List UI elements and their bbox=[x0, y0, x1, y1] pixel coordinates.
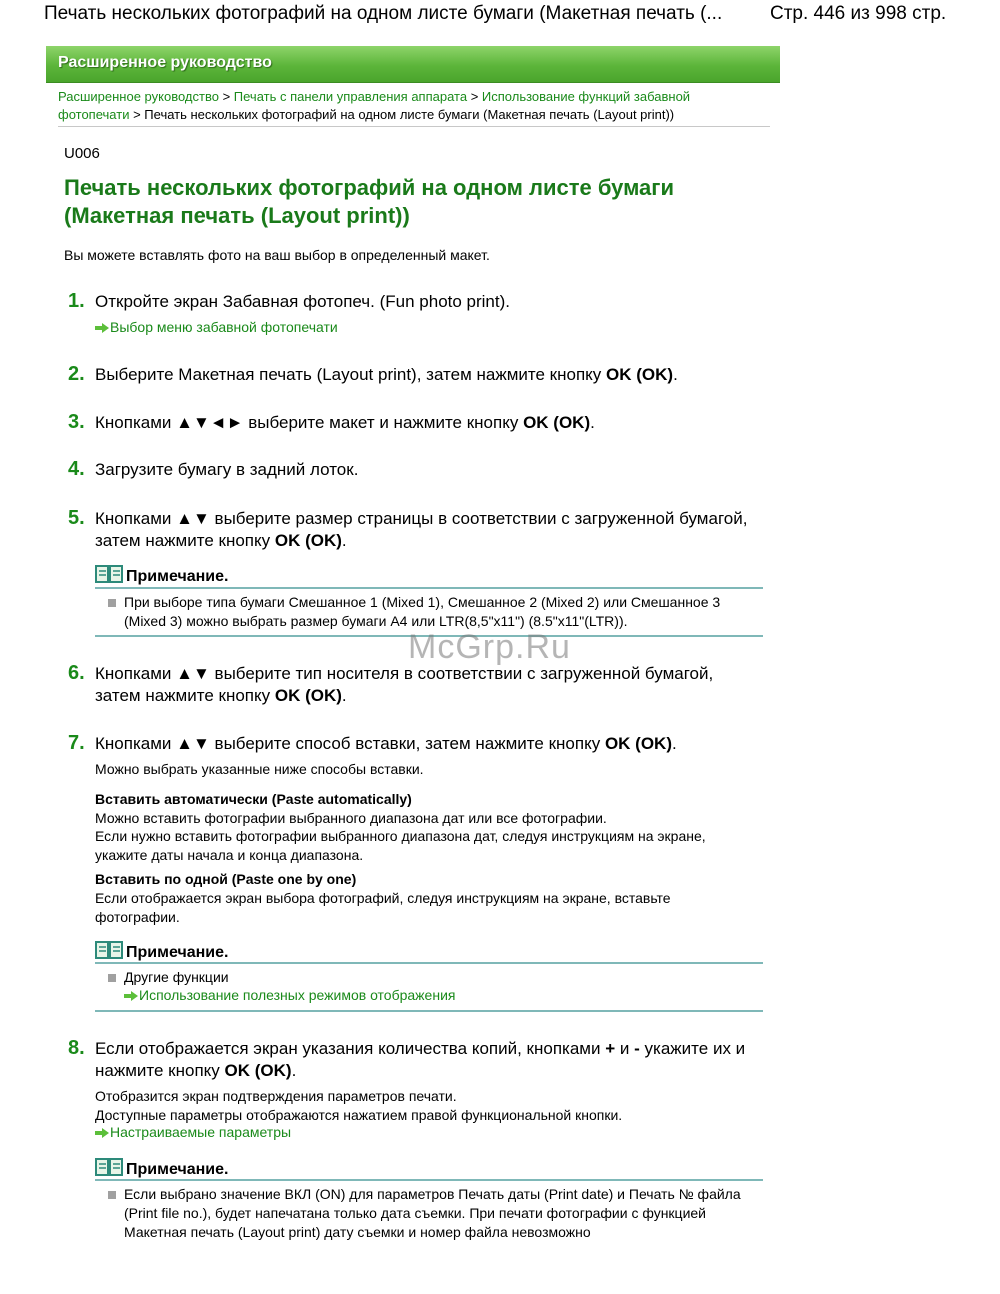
note-heading bbox=[95, 1157, 228, 1179]
arrow-right-icon bbox=[95, 1128, 109, 1138]
step-text bbox=[95, 412, 755, 434]
note-text: Другие функции bbox=[124, 969, 229, 985]
minus-icon: - bbox=[634, 1039, 640, 1058]
breadcrumb-link-printing-from-panel[interactable]: Печать с панели управления аппарата bbox=[233, 89, 468, 104]
step-text: Загрузите бумагу в задний лоток. bbox=[95, 460, 359, 479]
punct: . bbox=[671, 734, 677, 753]
note-rule bbox=[95, 587, 763, 589]
paste-auto-text: Можно вставить фотографии выбранного диапазона дат или все фотографии. bbox=[95, 810, 607, 826]
page-counter: Стр. 446 из 998 стр. bbox=[770, 3, 947, 24]
paste-auto-heading: Вставить автоматически (Paste automatically) bbox=[95, 791, 412, 807]
step-label: и bbox=[619, 1039, 630, 1058]
breadcrumb-separator: > bbox=[222, 89, 231, 104]
step-number: 8. bbox=[68, 1037, 85, 1059]
divider bbox=[58, 126, 770, 127]
punct: . bbox=[341, 686, 347, 705]
paste-one-heading: Вставить по одной (Paste one by one) bbox=[95, 871, 357, 887]
step-label: выберите размер страницы в соответствии с загруженной бумагой, затем нажмите кнопку bbox=[95, 509, 748, 550]
book-icon bbox=[95, 940, 123, 960]
note-rule bbox=[95, 1179, 763, 1181]
step-number: 3. bbox=[68, 411, 85, 433]
banner-title: Расширенное руководство bbox=[58, 54, 272, 71]
step-number: 1. bbox=[68, 290, 85, 312]
breadcrumb-link-advanced-guide[interactable]: Расширенное руководство bbox=[58, 89, 219, 104]
page-title: Печать нескольких фотографий на одном листе бумаги (Макетная печать (... bbox=[44, 3, 723, 24]
step-text bbox=[95, 364, 755, 386]
breadcrumb-separator: > bbox=[133, 107, 141, 122]
note-heading-label: Примечание. bbox=[126, 944, 229, 961]
step-text bbox=[95, 508, 755, 552]
punct: . bbox=[341, 531, 347, 550]
step-number: 2. bbox=[68, 363, 85, 385]
custom-settings-link[interactable] bbox=[95, 1124, 291, 1140]
display-modes-link[interactable] bbox=[124, 987, 455, 1003]
plus-icon: + bbox=[605, 1039, 616, 1058]
punct: . bbox=[291, 1061, 297, 1080]
breadcrumb-current: Печать нескольких фотографий на одном листе бумаги (Макетная печать (Layout print)) bbox=[144, 107, 675, 122]
watermark: McGrp.Ru bbox=[408, 628, 571, 666]
step-label: Выберите Макетная печать (Layout print), затем нажмите кнопку bbox=[95, 365, 602, 384]
step-number: 6. bbox=[68, 662, 85, 684]
arrow-keys-icon: ▲▼ bbox=[176, 509, 210, 528]
step-text bbox=[95, 663, 755, 707]
link-label: Выбор меню забавной фотопечати bbox=[110, 319, 338, 335]
arrow-keys-icon: ▲▼ bbox=[176, 664, 210, 683]
punct: . bbox=[590, 413, 595, 432]
book-icon bbox=[95, 1157, 123, 1177]
step-label: выберите макет и нажмите кнопку bbox=[248, 413, 519, 432]
breadcrumb-link-fun-photo[interactable]: Использование функций забавной фотопечати bbox=[58, 89, 691, 122]
section-banner bbox=[46, 46, 780, 83]
arrow-keys-icon: ▲▼ bbox=[176, 734, 210, 753]
step-text bbox=[95, 1038, 755, 1082]
arrow-keys-icon: ▲▼◄► bbox=[176, 413, 244, 432]
note-text: Если выбрано значение ВКЛ (ON) для параметров Печать даты (Print date) и Печать № файла (Print file no.), будет напечатана только дата съемки. При печати фотографии с функцией Макетная печать (Layout print) дату съемки и номер файла невозможно bbox=[124, 1186, 741, 1240]
ok-button-label: OK (OK) bbox=[604, 734, 672, 753]
ok-button-label: OK (OK) bbox=[224, 1061, 292, 1080]
ok-button-label: OK (OK) bbox=[274, 686, 342, 705]
book-icon bbox=[95, 564, 123, 584]
step-label: их и нажмите кнопку bbox=[95, 1039, 746, 1080]
note-heading bbox=[95, 564, 228, 586]
punct: . bbox=[673, 365, 678, 384]
bullet-icon bbox=[108, 599, 116, 607]
note-heading-label: Примечание. bbox=[126, 568, 229, 585]
step-text: Откройте экран Забавная фотопеч. (Fun photo print). bbox=[95, 292, 510, 311]
window-header bbox=[0, 0, 1000, 30]
step-number: 7. bbox=[68, 732, 85, 754]
ok-button-label: OK (OK) bbox=[523, 413, 591, 432]
note-rule bbox=[95, 1010, 763, 1012]
paste-one-text: Если отображается экран выбора фотографий, следуя инструкциям на экране, вставьте фотографии. bbox=[95, 890, 671, 925]
link-label: Использование полезных режимов отображения bbox=[139, 987, 456, 1003]
ok-button-label: OK (OK) bbox=[274, 531, 342, 550]
note-heading bbox=[95, 940, 228, 962]
step-label: выберите тип носителя в соответствии с загруженной бумагой, затем нажмите кнопку bbox=[95, 664, 714, 705]
step-text bbox=[95, 733, 755, 755]
step-label: Кнопками bbox=[95, 734, 172, 753]
arrow-right-icon bbox=[95, 323, 109, 333]
step-label: выберите способ вставки, затем нажмите кнопку bbox=[214, 734, 601, 753]
step-label: Кнопками bbox=[95, 413, 172, 432]
doc-title: Печать нескольких фотографий на одном листе бумаги (Макетная печать (Layout print)) bbox=[64, 175, 674, 228]
step-number: 5. bbox=[68, 507, 85, 529]
step-label: Кнопками bbox=[95, 509, 172, 528]
bullet-icon bbox=[108, 1191, 116, 1199]
note-text: При выборе типа бумаги Смешанное 1 (Mixed 1), Смешанное 2 (Mixed 2) или Смешанное 3 (Mixed 3) можно выбрать размер бумаги A4 или LTR(8,5"x11") (8.5"x11"(LTR)). bbox=[124, 594, 721, 629]
step-label: Если отображается экран указания количества копий, кнопками bbox=[95, 1039, 601, 1058]
doc-code: U006 bbox=[64, 145, 100, 162]
step-label: укажите bbox=[644, 1039, 709, 1058]
breadcrumb-separator: > bbox=[470, 89, 479, 104]
step-description: Доступные параметры отображаются нажатием правой функциональной кнопки. bbox=[95, 1107, 623, 1123]
ok-button-label: OK (OK) bbox=[606, 365, 674, 384]
note-rule bbox=[95, 962, 763, 964]
step-description: Отобразится экран подтверждения параметров печати. bbox=[95, 1088, 457, 1104]
bullet-icon bbox=[108, 974, 116, 982]
link-label: Настраиваемые параметры bbox=[110, 1124, 292, 1140]
fun-photo-menu-link[interactable] bbox=[95, 319, 338, 335]
step-number: 4. bbox=[68, 458, 85, 480]
breadcrumb bbox=[58, 88, 758, 124]
step-label: Кнопками bbox=[95, 664, 172, 683]
arrow-right-icon bbox=[124, 991, 138, 1001]
step-description: Можно выбрать указанные ниже способы вставки. bbox=[95, 761, 424, 777]
paste-auto-text: Если нужно вставить фотографии выбранного диапазона дат, следуя инструкциям на экране, укажите даты начала и конца диапазона. bbox=[95, 828, 706, 863]
intro-text: Вы можете вставлять фото на ваш выбор в определенный макет. bbox=[64, 247, 490, 263]
note-heading-label: Примечание. bbox=[126, 1161, 229, 1178]
